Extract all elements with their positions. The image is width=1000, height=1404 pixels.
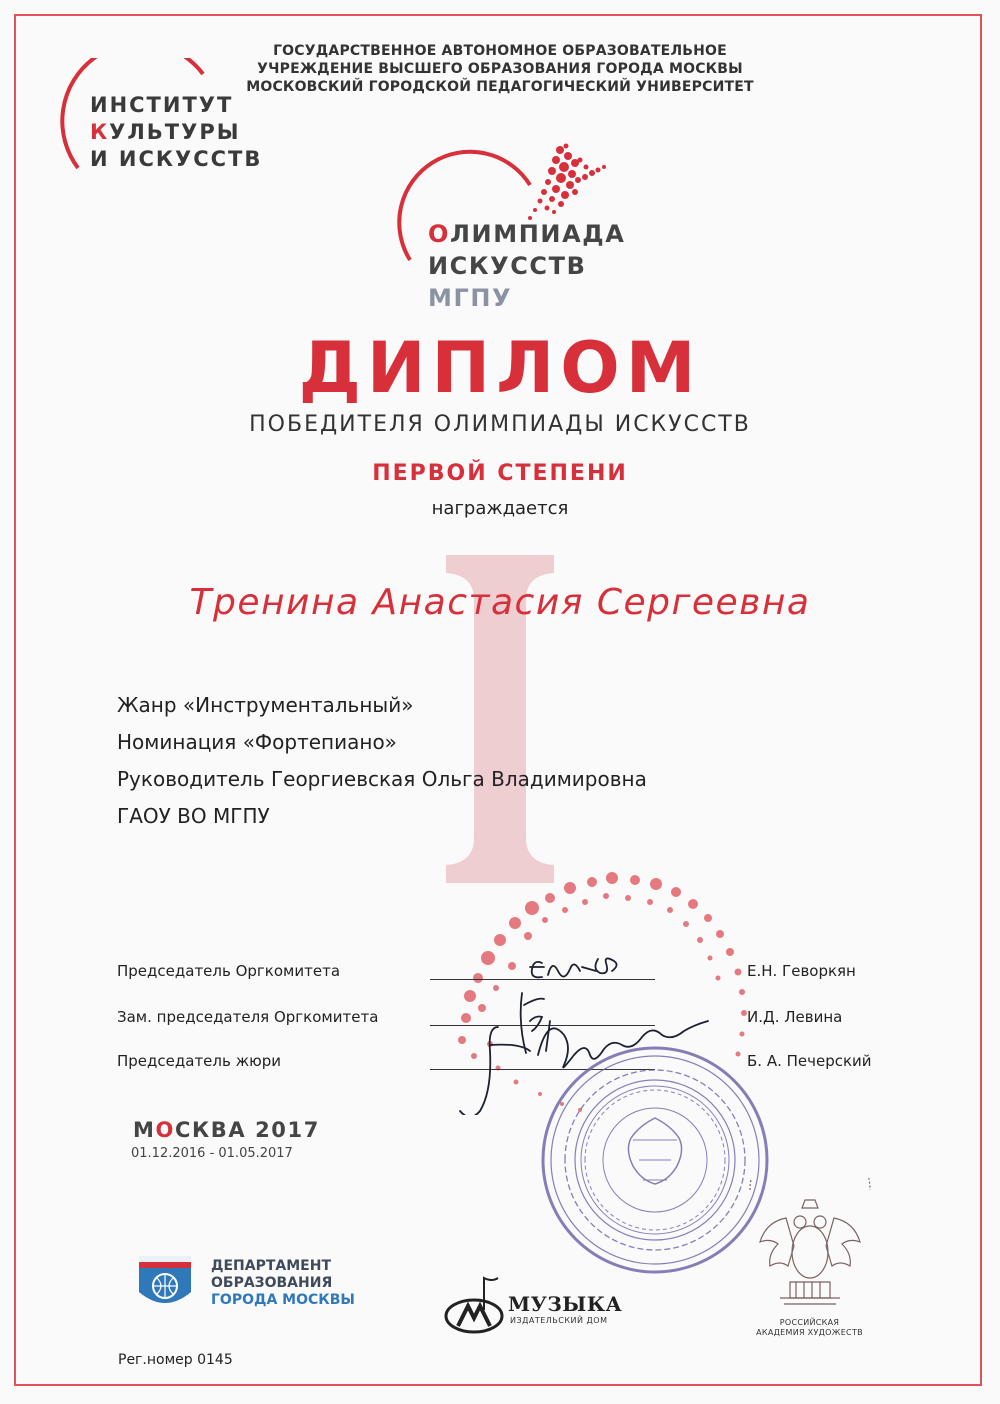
- nomination-line: Номинация «Фортепиано»: [117, 730, 397, 754]
- signature-role: Председатель Оргкомитета: [117, 962, 341, 980]
- institute-line-2: [90, 119, 262, 146]
- diploma-subtitle: ПОБЕДИТЕЛЯ ОЛИМПИАДЫ ИСКУССТВ: [249, 412, 751, 437]
- academy-line-2: АКАДЕМИЯ ХУДОЖЕСТВ: [756, 1328, 863, 1337]
- recipient-name: Тренина Анастасия Сергеевна: [189, 582, 811, 623]
- signature-role: Зам. председателя Оргкомитета: [117, 1008, 379, 1026]
- signatory-name: Б. А. Печерский: [747, 1052, 872, 1070]
- music-publisher-subtitle: ИЗДАТЕЛЬСКИЙ ДОМ: [510, 1316, 608, 1325]
- signature-role: Председатель жюри: [117, 1052, 282, 1070]
- olympiad-line-3: МГПУ: [428, 284, 513, 312]
- awarded-text: награждается: [431, 498, 569, 519]
- diploma-title: ДИПЛОМ: [298, 327, 702, 409]
- city-prefix: М: [133, 1118, 156, 1142]
- olympiad-line-1-rest: ЛИМПИАДА: [450, 220, 626, 248]
- department-line-3: ГОРОДА МОСКВЫ: [211, 1292, 355, 1308]
- department-education-logo-icon: [135, 1250, 195, 1310]
- institute-line-3: И ИСКУССТВ: [90, 147, 263, 171]
- registration-number: Рег.номер 0145: [118, 1352, 233, 1368]
- department-line-2: ОБРАЗОВАНИЯ: [211, 1275, 333, 1291]
- olympiad-dates: 01.12.2016 - 01.05.2017: [131, 1146, 293, 1161]
- city-red-letter: О: [155, 1118, 175, 1142]
- supervisor-line: Руководитель Георгиевская Ольга Владимировна: [117, 767, 647, 791]
- header-line-3: МОСКОВСКИЙ ГОРОДСКОЙ ПЕДАГОГИЧЕСКИЙ УНИВЕРСИТЕТ: [246, 79, 754, 95]
- academy-of-arts-emblem-icon: [740, 1178, 880, 1338]
- signatory-name: И.Д. Левина: [747, 1008, 843, 1026]
- department-line-1: ДЕПАРТАМЕНТ: [211, 1258, 331, 1274]
- academy-logo-text: [742, 1318, 877, 1338]
- signatory-name: Е.Н. Геворкян: [747, 962, 856, 980]
- music-publishing-logo-icon: [440, 1270, 510, 1340]
- university-header: [240, 42, 760, 96]
- department-logo-text: [211, 1258, 355, 1309]
- olympiad-line-1: [428, 218, 625, 250]
- olympiad-line-2: ИСКУССТВ: [428, 252, 587, 280]
- olympiad-letter-o: О: [428, 220, 451, 248]
- music-publisher-title: МУЗЫКА: [508, 1292, 623, 1316]
- institute-line-2-rest: УЛЬТУРЫ: [109, 120, 241, 144]
- city-rest: СКВА 2017: [174, 1118, 320, 1142]
- institute-letter-k: К: [90, 120, 110, 144]
- city-year: [133, 1118, 320, 1142]
- institute-line-1: ИНСТИТУТ: [90, 93, 234, 117]
- diploma-degree: ПЕРВОЙ СТЕПЕНИ: [372, 461, 628, 486]
- institute-logo-text: [90, 92, 262, 173]
- organization-line: ГАОУ ВО МГПУ: [117, 804, 270, 828]
- official-seal-stamp-icon: [535, 1040, 775, 1280]
- award-details: [117, 687, 647, 835]
- olympiad-logo-text: [428, 218, 625, 314]
- header-line-1: ГОСУДАРСТВЕННОЕ АВТОНОМНОЕ ОБРАЗОВАТЕЛЬНОЕ: [273, 43, 727, 59]
- academy-line-1: РОССИЙСКАЯ: [779, 1318, 840, 1327]
- genre-line: Жанр «Инструментальный»: [117, 693, 414, 717]
- header-line-2: УЧРЕЖДЕНИЕ ВЫСШЕГО ОБРАЗОВАНИЯ ГОРОДА МОСКВЫ: [257, 61, 743, 77]
